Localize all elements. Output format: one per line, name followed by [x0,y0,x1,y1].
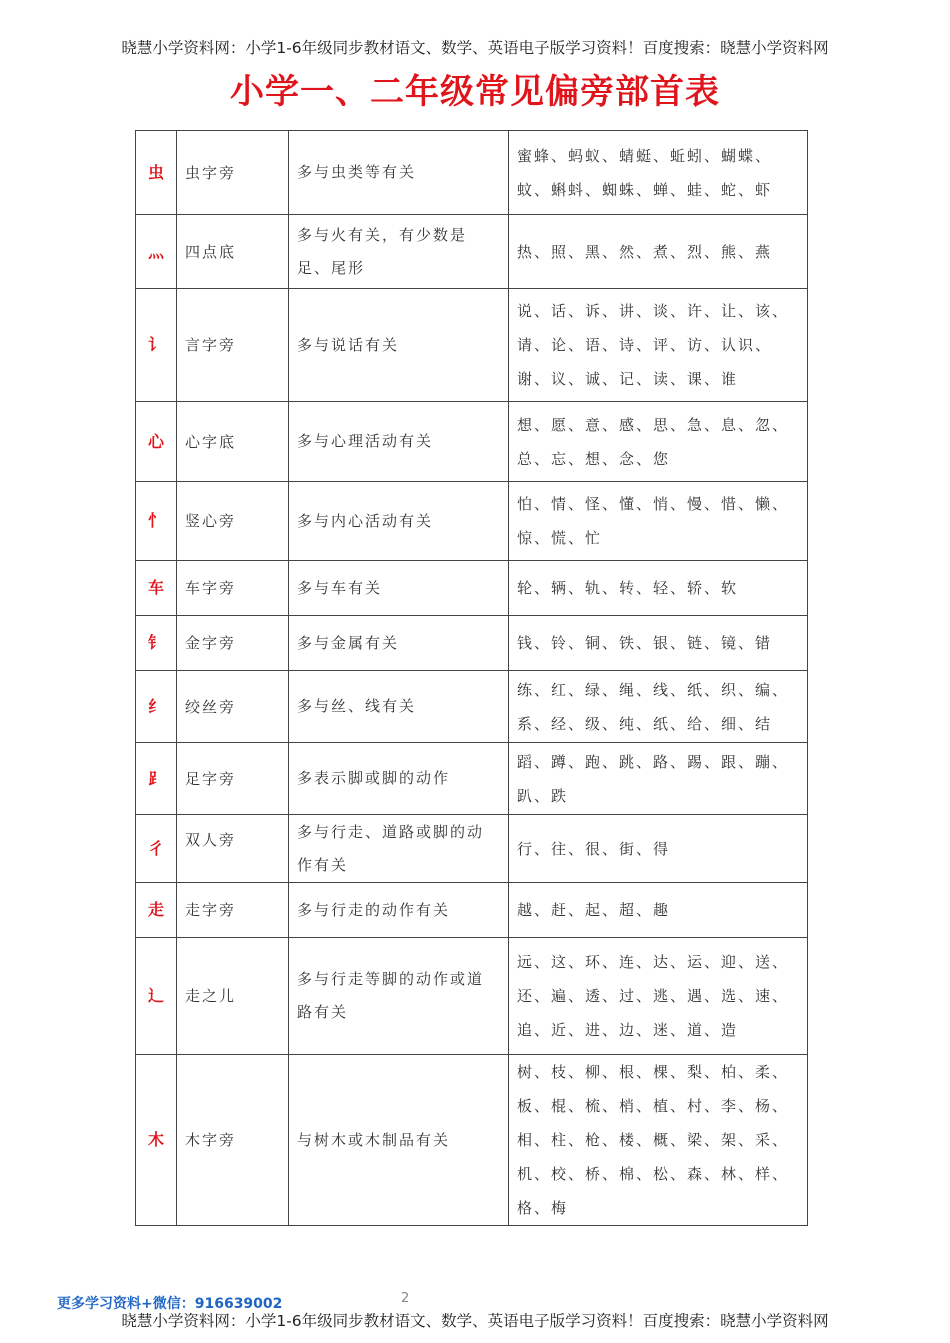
meaning-cell: 多表示脚或脚的动作 [289,743,509,815]
table-row [136,883,808,938]
radical-cell: 辶 [136,938,177,1055]
meaning-cell: 与树木或木制品有关 [289,1055,509,1226]
table-row [136,131,808,215]
radical-cell: 讠 [136,289,177,402]
meaning-cell: 多与行走等脚的动作或道路有关 [289,938,509,1055]
radical-name-cell: 走之儿 [177,938,289,1055]
radical-name-cell: 虫字旁 [177,131,289,215]
radical-name-cell: 走字旁 [177,883,289,938]
header-banner: 晓慧小学资料网：小学1-6年级同步教材语文、数学、英语电子版学习资料！百度搜索：晓慧小学资料网 [121,39,829,57]
examples-cell: 练、红、绿、绳、线、纸、织、编、系、经、级、纯、纸、给、细、结 [509,671,808,743]
meaning-cell: 多与行走、道路或脚的动作有关 [289,815,509,883]
table-row [136,402,808,482]
meaning-cell: 多与车有关 [289,561,509,616]
page-title: 小学一、二年级常见偏旁部首表 [230,72,720,112]
radical-cell: 彳 [136,815,177,883]
examples-cell: 说、话、诉、讲、谈、许、让、该、请、论、语、诗、评、访、认识、谢、议、诚、记、读、课、谁 [509,289,808,402]
examples-cell: 怕、情、怪、懂、悄、慢、惜、懒、惊、慌、忙 [509,482,808,561]
examples-cell: 树、枝、柳、根、棵、梨、柏、柔、板、棍、梳、梢、植、村、李、杨、相、柱、枪、楼、概、梁、架、采、机、校、桥、棉、松、森、林、样、格、梅 [509,1055,808,1226]
radical-name-cell: 足字旁 [177,743,289,815]
radical-cell: ⻊ [136,743,177,815]
radical-name-cell: 言字旁 [177,289,289,402]
table-row [136,671,808,743]
table-row [136,482,808,561]
examples-cell: 热、照、黑、然、煮、烈、熊、燕 [509,215,808,289]
radical-name-cell: 车字旁 [177,561,289,616]
radical-name-cell: 金字旁 [177,616,289,671]
contact-text: 更多学习资料+微信：916639002 [57,1296,283,1312]
table-row [136,616,808,671]
footer-banner: 晓慧小学资料网：小学1-6年级同步教材语文、数学、英语电子版学习资料！百度搜索：晓慧小学资料网 [121,1312,829,1330]
radical-name-cell: 竖心旁 [177,482,289,561]
examples-cell: 蹈、蹲、跑、跳、路、踢、跟、蹦、趴、跌 [509,743,808,815]
radical-name-cell: 四点底 [177,215,289,289]
radical-cell: 木 [136,1055,177,1226]
examples-cell: 钱、铃、铜、铁、银、链、镜、错 [509,616,808,671]
radicals-table [135,130,808,1226]
radical-name-cell: 心字底 [177,402,289,482]
examples-cell: 蜜蜂、蚂蚁、蜻蜓、蚯蚓、蝴蝶、蚊、蝌蚪、蜘蛛、蝉、蛙、蛇、虾 [509,131,808,215]
table-row [136,743,808,815]
examples-cell: 行、往、很、街、得 [509,815,808,883]
radical-name-cell: 绞丝旁 [177,671,289,743]
meaning-cell: 多与心理活动有关 [289,402,509,482]
radical-name-cell: 双人旁 [177,815,289,883]
examples-cell: 轮、辆、轨、转、轻、轿、软 [509,561,808,616]
radical-cell: 灬 [136,215,177,289]
table-row [136,215,808,289]
radical-cell: 虫 [136,131,177,215]
meaning-cell: 多与火有关，有少数是足、尾形 [289,215,509,289]
table-row [136,815,808,883]
table-row [136,1055,808,1226]
radical-name-cell: 木字旁 [177,1055,289,1226]
radical-cell: 忄 [136,482,177,561]
examples-cell: 想、愿、意、感、思、急、息、忽、总、忘、想、念、您 [509,402,808,482]
radical-cell: 纟 [136,671,177,743]
table-row [136,561,808,616]
radical-cell: 车 [136,561,177,616]
radical-cell: 钅 [136,616,177,671]
examples-cell: 越、赶、起、超、趣 [509,883,808,938]
meaning-cell: 多与内心活动有关 [289,482,509,561]
meaning-cell: 多与行走的动作有关 [289,883,509,938]
radical-cell: 走 [136,883,177,938]
meaning-cell: 多与金属有关 [289,616,509,671]
table-row [136,938,808,1055]
meaning-cell: 多与丝、线有关 [289,671,509,743]
meaning-cell: 多与说话有关 [289,289,509,402]
examples-cell: 远、这、环、连、达、运、迎、送、还、遍、透、过、逃、遇、选、速、追、近、进、边、迷、道、造 [509,938,808,1055]
radical-cell: 心 [136,402,177,482]
page-number: 2 [401,1291,410,1306]
meaning-cell: 多与虫类等有关 [289,131,509,215]
table-row [136,289,808,402]
